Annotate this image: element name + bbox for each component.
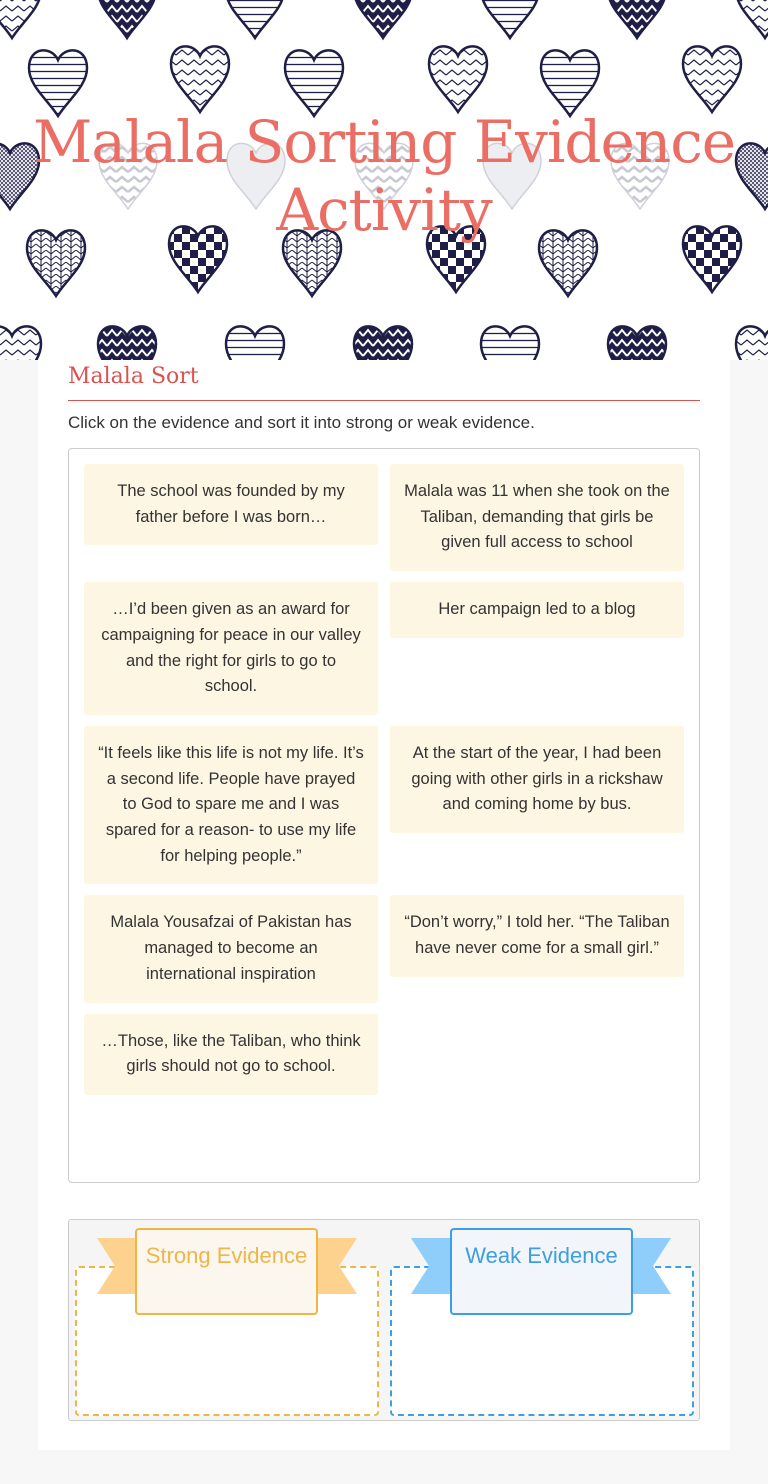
sorting-area xyxy=(68,1219,700,1421)
evidence-card[interactable]: “Don’t worry,” I told her. “The Taliban have never come for a small girl.” xyxy=(390,895,684,976)
evidence-pool xyxy=(68,448,700,1183)
evidence-card[interactable]: …I’d been given as an award for campaigning for peace in our valley and the right for girls to go to school. xyxy=(84,582,378,715)
page-title: Malala Sorting Evidence Activity xyxy=(32,108,736,244)
section-title: Malala Sort xyxy=(68,364,199,389)
strong-evidence-label: Strong Evidence xyxy=(135,1228,318,1315)
evidence-card[interactable]: The school was founded by my father before I was born… xyxy=(84,464,378,545)
evidence-card[interactable]: …Those, like the Taliban, who think girls should not go to school. xyxy=(84,1014,378,1095)
section-divider xyxy=(68,400,700,401)
evidence-card[interactable]: “It feels like this life is not my life. It’s a second life. People have prayed to God to spare me and I was spared for a reason- to use my life for helping people.” xyxy=(84,726,378,885)
weak-evidence-label: Weak Evidence xyxy=(450,1228,633,1315)
activity-card xyxy=(38,360,730,1450)
evidence-card[interactable]: At the start of the year, I had been going with other girls in a rickshaw and coming home by bus. xyxy=(390,726,684,833)
header-banner xyxy=(0,0,768,360)
instructions: Click on the evidence and sort it into strong or weak evidence. xyxy=(68,413,535,432)
evidence-card[interactable]: Malala was 11 when she took on the Taliban, demanding that girls be given full access to school xyxy=(390,464,684,571)
evidence-card[interactable]: Malala Yousafzai of Pakistan has managed to become an international inspiration xyxy=(84,895,378,1002)
evidence-card[interactable]: Her campaign led to a blog xyxy=(390,582,684,638)
